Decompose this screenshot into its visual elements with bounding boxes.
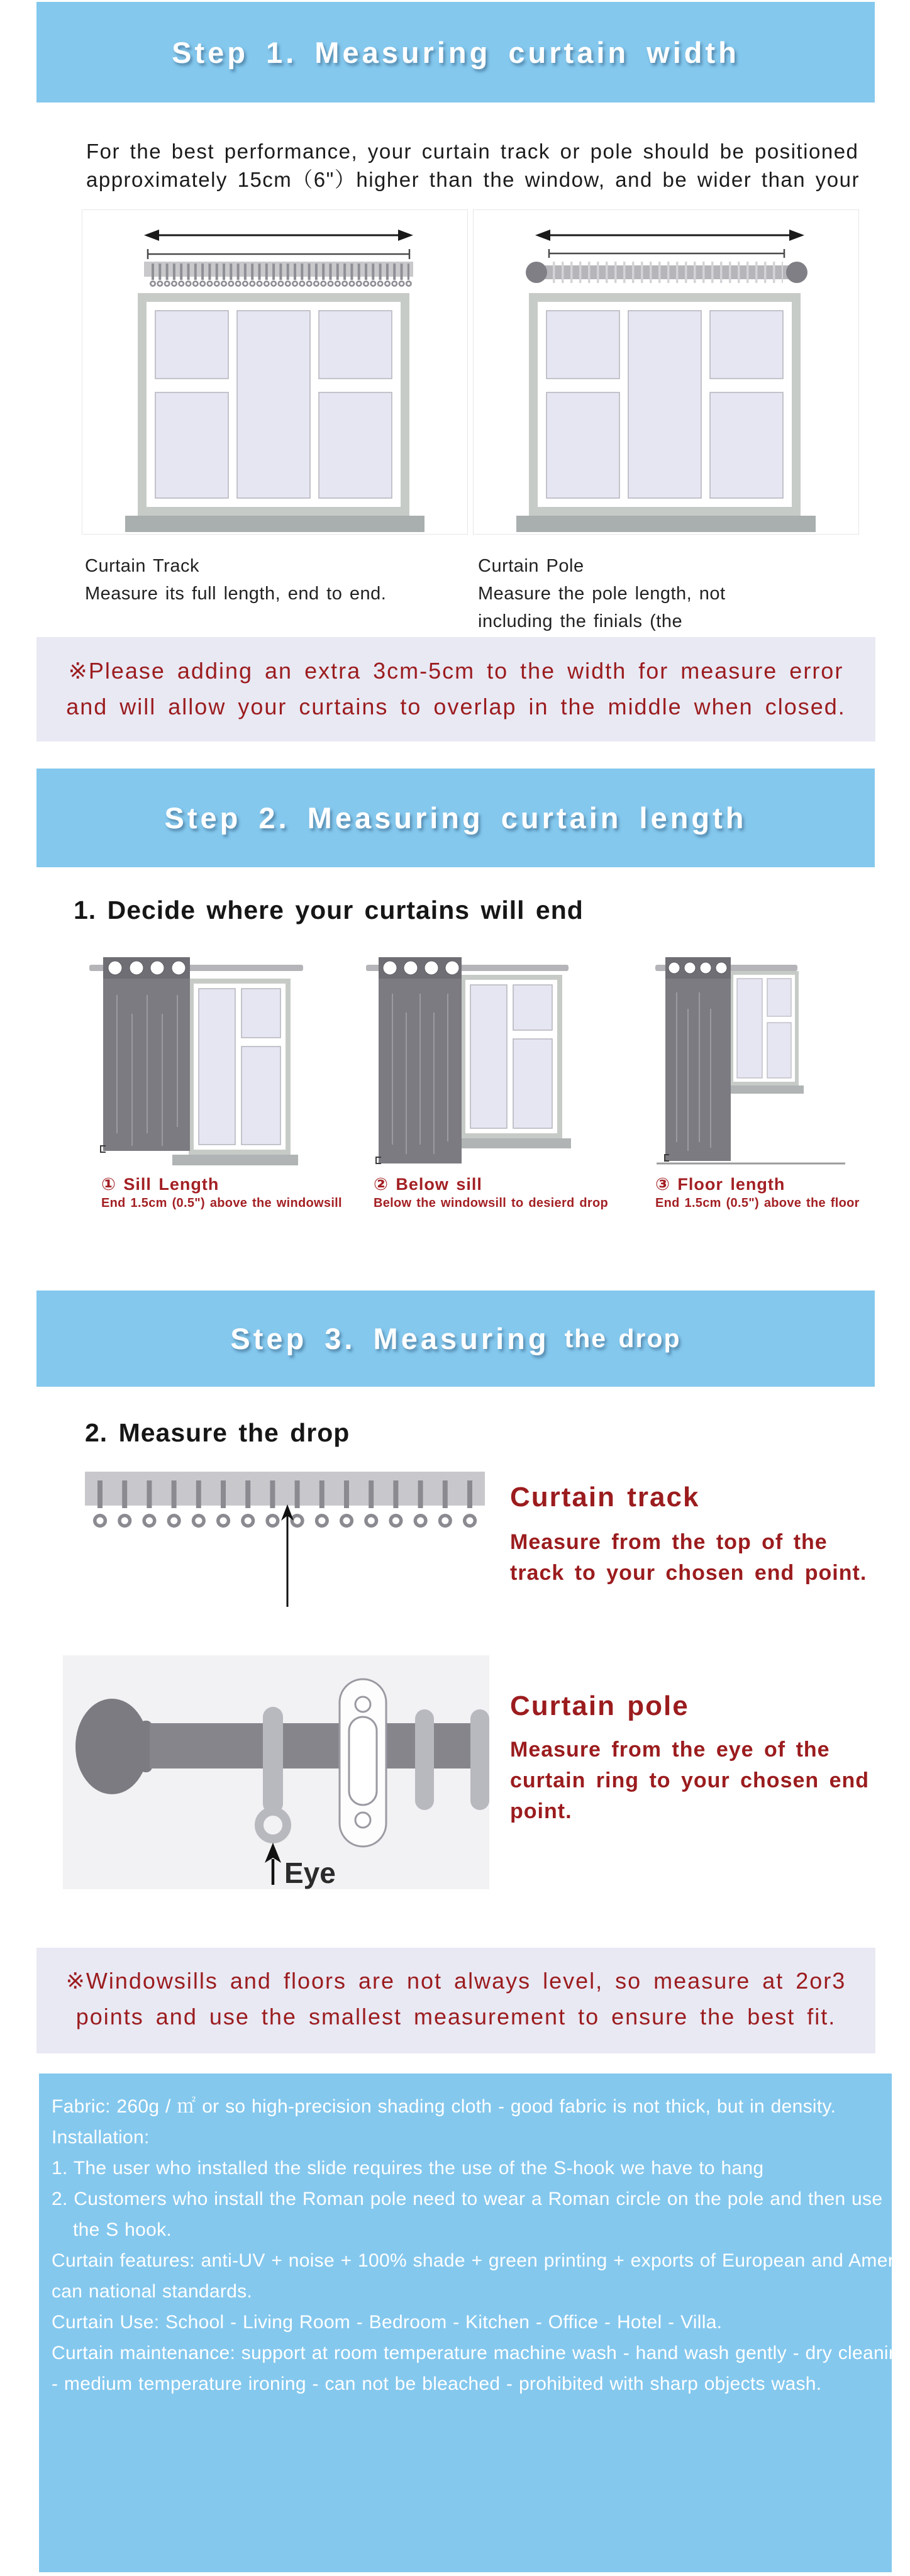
curtain-pole-caption-line1: Measure the pole length, not (478, 584, 726, 604)
window-icon (125, 293, 424, 532)
width-arrow-icon (144, 230, 413, 241)
step3-banner-title: Step 3. Measuring (230, 1322, 550, 1355)
windowsill (172, 1155, 298, 1165)
pole-window-drawing (474, 210, 858, 534)
floor-length-illustration (629, 956, 893, 1170)
option-2-title: ② Below sill (374, 1175, 482, 1194)
width-arrow-icon (535, 230, 804, 241)
info-maintenance-2: - medium temperature ironing - can not be bleached - prohibited with sharp objects wash. (52, 2373, 822, 2394)
info-use: Curtain Use: School - Living Room - Bedroom - Kitchen - Office - Hotel - Villa. (52, 2312, 723, 2333)
curtain-pole-title: Curtain pole (510, 1690, 689, 1721)
product-info-panel (39, 2074, 910, 2572)
curtain-pole-caption-title: Curtain Pole (478, 556, 584, 576)
info-install-1: 1. The user who installed the slide requires the use of the S-hook we have to hang (52, 2158, 764, 2179)
curtain-track-line1: Measure from the top of the (510, 1530, 828, 1554)
curtain-icon (665, 957, 731, 1161)
sill-length-illustration (49, 956, 313, 1170)
windowsill (125, 516, 424, 532)
step2-banner (36, 769, 875, 867)
curtain-track-line2: track to your chosen end point. (510, 1561, 867, 1585)
step1-intro (86, 137, 860, 194)
option-3-desc: End 1.5cm (0.5") above the floor (655, 1196, 860, 1210)
curtain-pole-caption-line2: including the finials (the (478, 611, 683, 631)
curtain-track-window-illustration (82, 209, 468, 535)
width-note-line2: and will allow your curtains to overlap in the middle when closed. (66, 694, 846, 719)
curtain-ring (470, 1709, 489, 1810)
curtain-track-icon (144, 262, 413, 284)
info-maintenance: Curtain maintenance: support at room temperature machine wash - hand wash gently - dry cleaning (52, 2343, 910, 2363)
width-note (36, 637, 875, 741)
window-icon (172, 979, 298, 1165)
curtain-track-title: Curtain track (510, 1482, 700, 1513)
option-below-sill-label (374, 1174, 608, 1211)
curtain-pole-closeup (63, 1655, 489, 1891)
windowsill (726, 1085, 804, 1094)
curtain-track-closeup (85, 1472, 487, 1607)
info-install-2: 2. Customers who install the Roman pole need to wear a Roman circle on the pole and then use (52, 2189, 883, 2209)
curtain-track-instructions (510, 1527, 867, 1589)
step1-intro-line1: For the best performance, your curtain track or pole should be positioned (86, 140, 859, 163)
curtain-pole-window-illustration (473, 209, 859, 535)
level-note-line1: ※Windowsills and floors are not always level, so measure at 2or3 (65, 1968, 846, 1994)
level-note-line2: points and use the smallest measurement to ensure the best fit. (75, 2004, 836, 2029)
curtain-icon (379, 957, 462, 1163)
window-icon (726, 971, 804, 1094)
option-1-desc: End 1.5cm (0.5") above the windowsill (101, 1196, 342, 1210)
option-floor-length-label (655, 1174, 860, 1211)
step1-banner (36, 2, 875, 103)
eye-label: Eye (284, 1857, 336, 1889)
step3-heading: 2. Measure the drop (85, 1418, 350, 1447)
info-install-2b: the S hook. (73, 2219, 172, 2240)
curtain-pole-caption (478, 552, 726, 635)
curtain-track-caption (85, 552, 386, 608)
info-features-2: can national standards. (52, 2281, 253, 2302)
curtain-pole-line1: Measure from the eye of the (510, 1738, 830, 1762)
curtain-icon (103, 957, 190, 1151)
curtain-ring (415, 1709, 434, 1810)
curtain-pole-line2: curtain ring to your chosen end (510, 1768, 870, 1792)
info-installation: Installation: (52, 2127, 150, 2148)
curtain-track-caption-title: Curtain Track (85, 556, 199, 576)
step2-heading: 1. Decide where your curtains will end (74, 896, 584, 924)
option-1-title: ① Sill Length (101, 1175, 219, 1194)
curtain-pole-instructions (510, 1735, 869, 1827)
info-fabric: Fabric: 260g / ㎡ or so high-precision shading cloth - good fabric is not thick, but in density. (52, 2096, 836, 2117)
window-icon (516, 293, 816, 532)
step1-banner-title: Step 1. Measuring curtain width (172, 35, 740, 69)
measure-bracket (148, 249, 409, 259)
window-icon (445, 975, 571, 1148)
option-3-title: ③ Floor length (655, 1175, 785, 1194)
step1-intro-line2: approximately 15cm（6"）higher than the window, and be wider than your (86, 168, 860, 191)
curtain-track-caption-line1: Measure its full length, end to end. (85, 584, 387, 604)
windowsill (516, 516, 816, 532)
level-note (36, 1948, 875, 2053)
step3-banner-subtitle: the drop (564, 1324, 681, 1353)
step2-banner-title: Step 2. Measuring curtain length (164, 801, 747, 835)
width-note-line1: ※Please adding an extra 3cm-5cm to the width for measure error (68, 658, 844, 684)
windowsill (445, 1138, 571, 1148)
track-window-drawing (82, 210, 467, 534)
info-features: Curtain features: anti-UV + noise + 100% shade + green printing + exports of European and Ameri- (52, 2250, 906, 2271)
measure-bracket (549, 249, 784, 258)
step3-banner (36, 1291, 875, 1387)
option-2-desc: Below the windowsill to desierd drop (374, 1196, 609, 1210)
below-sill-illustration (338, 956, 602, 1170)
option-sill-length-label (101, 1174, 342, 1211)
wall-bracket-icon (340, 1679, 386, 1846)
curtain-pole-line3: point. (510, 1799, 572, 1823)
curtain-pole-icon (526, 262, 807, 283)
finial (75, 1699, 148, 1794)
